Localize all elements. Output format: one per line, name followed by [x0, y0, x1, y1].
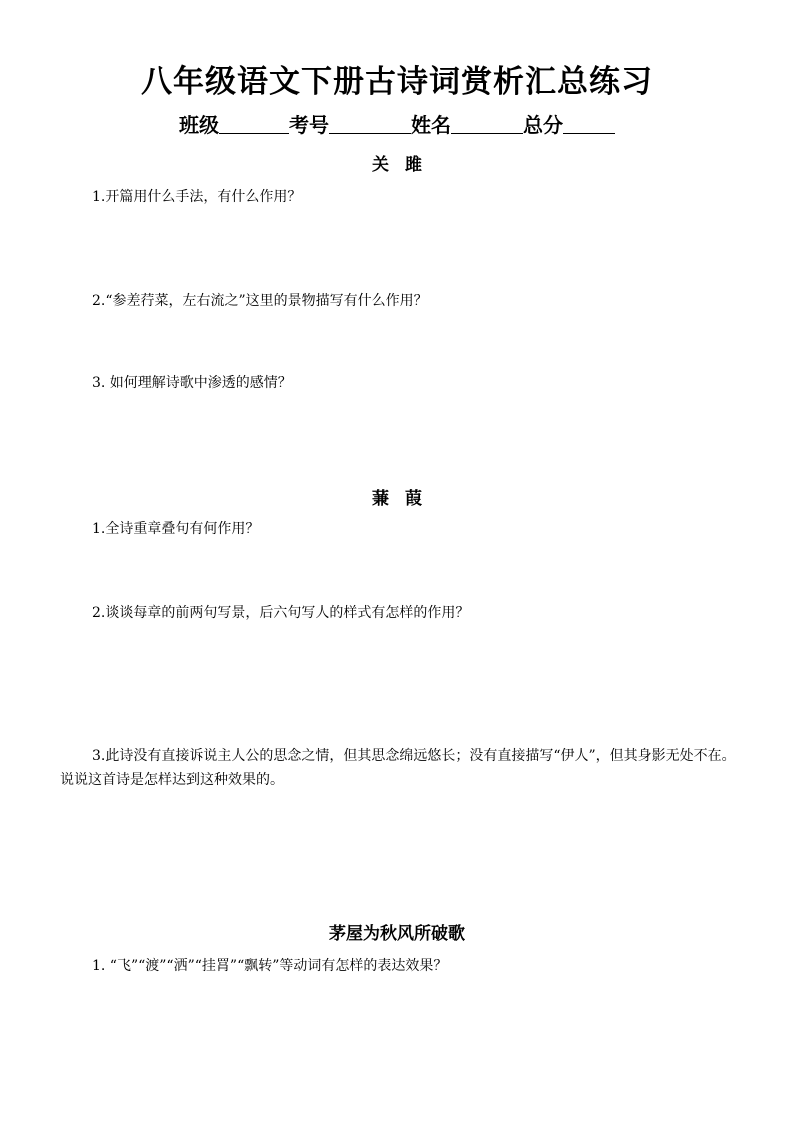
section-title-maowu: 茅屋为秋风所破歌 [329, 924, 465, 944]
student-info-line [0, 111, 794, 139]
score-blank [563, 113, 615, 134]
question-guanju-2: 2.“参差荇菜，左右流之”这里的景物描写有什么作用？ [92, 293, 428, 309]
question-jianjia-1: 1.全诗重章叠句有何作用？ [92, 521, 260, 537]
exam-no-label: 考号 [289, 113, 329, 137]
question-jianjia-2: 2.谈谈每章的前两句写景，后六句写人的样式有怎样的作用？ [92, 605, 470, 621]
class-blank [219, 113, 289, 134]
page-title: 八年级语文下册古诗词赏析汇总练习 [141, 64, 653, 100]
section-title-guanju: 关雎 [372, 155, 438, 175]
question-maowu-1: 1. “飞”“渡”“洒”“挂罥”“飘转”等动词有怎样的表达效果？ [92, 958, 448, 974]
question-guanju-1: 1.开篇用什么手法，有什么作用？ [92, 189, 302, 205]
name-label: 姓名 [411, 113, 451, 137]
class-label: 班级 [179, 113, 219, 137]
exam-no-blank [329, 113, 411, 134]
score-label: 总分 [523, 113, 563, 137]
question-jianjia-3: 3.此诗没有直接诉说主人公的思念之情，但其思念绵远悠长；没有直接描写“伊人”，但其身影无处不在。说说这首诗是怎样达到这种效果的。 [60, 748, 736, 788]
section-title-jianjia: 蒹葭 [372, 489, 438, 509]
name-blank [451, 113, 523, 134]
question-guanju-3: 3. 如何理解诗歌中渗透的感情？ [92, 375, 292, 391]
